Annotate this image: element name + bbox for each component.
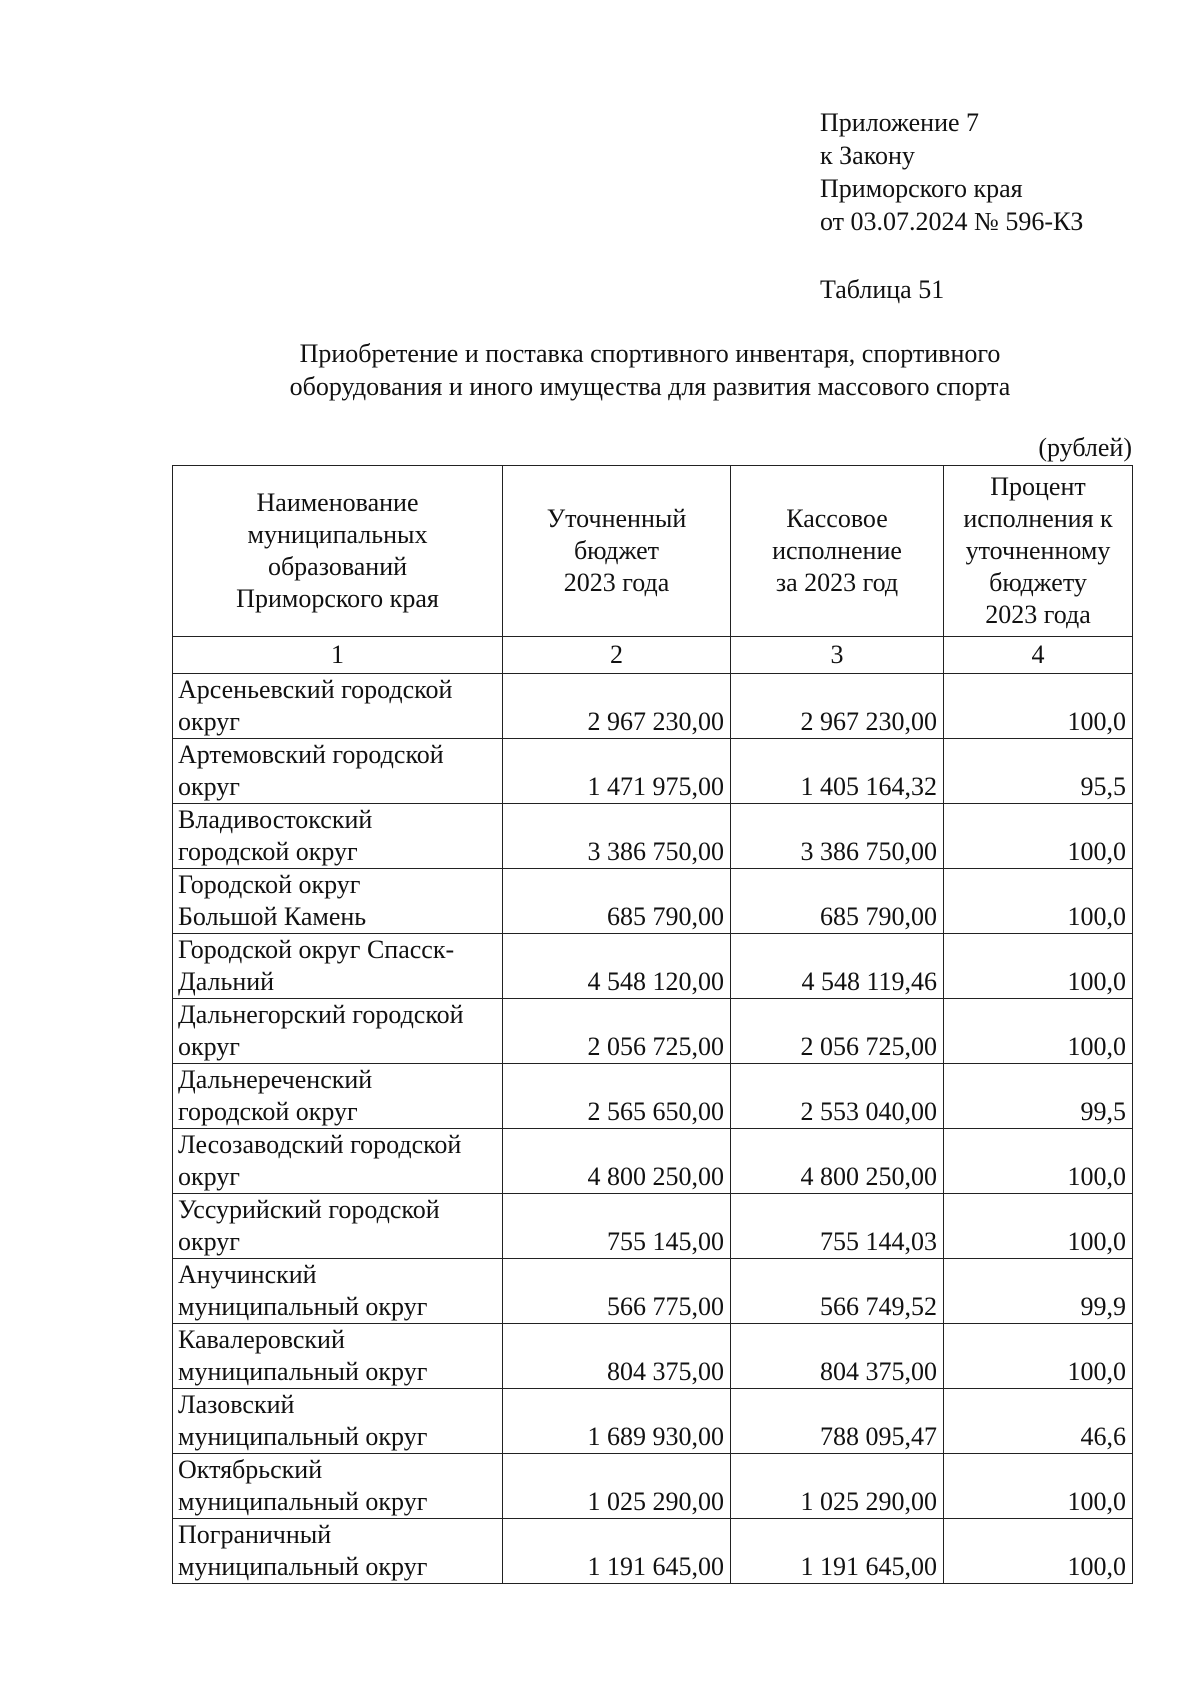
column-number: 2: [503, 637, 731, 674]
municipality-name-line: Арсеньевский городской: [178, 675, 453, 704]
municipality-name-line: округ: [178, 1032, 240, 1061]
column-header-line: Уточненный: [546, 504, 687, 533]
table-number: Таблица 51: [820, 275, 945, 304]
cash-execution-value: 1 025 290,00: [731, 1454, 944, 1519]
units-label: (рублей): [1038, 433, 1132, 462]
refined-budget-value: 4 548 120,00: [503, 934, 731, 999]
refined-budget-value: 566 775,00: [503, 1259, 731, 1324]
column-header-line: исполнение: [772, 536, 902, 565]
municipality-name: [173, 739, 503, 804]
refined-budget-value: 755 145,00: [503, 1194, 731, 1259]
execution-percent-value: 99,9: [944, 1259, 1133, 1324]
cash-execution-value: 3 386 750,00: [731, 804, 944, 869]
execution-percent-value: 95,5: [944, 739, 1133, 804]
execution-percent-value: 99,5: [944, 1064, 1133, 1129]
column-header-line: Приморского края: [236, 584, 439, 613]
column-header-line: уточненному: [965, 536, 1111, 565]
cash-execution-value: 566 749,52: [731, 1259, 944, 1324]
municipality-name-line: Анучинский: [178, 1260, 317, 1289]
refined-budget-value: 685 790,00: [503, 869, 731, 934]
municipality-name-line: муниципальный округ: [178, 1552, 428, 1581]
cash-execution-value: 1 405 164,32: [731, 739, 944, 804]
refined-budget-value: 1 471 975,00: [503, 739, 731, 804]
municipality-name: [173, 1454, 503, 1519]
municipality-name: [173, 1389, 503, 1454]
table-row: [173, 1194, 1133, 1259]
table-row: [173, 934, 1133, 999]
attachment-line: Приложение 7: [820, 108, 980, 137]
column-number: 4: [944, 637, 1133, 674]
title-line: Приобретение и поставка спортивного инвентаря, спортивного: [299, 339, 1001, 368]
column-header-budget: [503, 466, 731, 637]
municipality-name: [173, 1259, 503, 1324]
municipality-name-line: Уссурийский городской: [178, 1195, 440, 1224]
municipality-name: [173, 999, 503, 1064]
municipality-name-line: городской округ: [178, 837, 358, 866]
attachment-line: от 03.07.2024 № 596-КЗ: [820, 207, 1084, 236]
column-header-line: за 2023 год: [775, 568, 899, 597]
municipality-name-line: Большой Камень: [178, 902, 367, 931]
cash-execution-value: 2 056 725,00: [731, 999, 944, 1064]
municipality-name-line: округ: [178, 1162, 240, 1191]
attachment-line: Приморского края: [820, 174, 1023, 203]
table-header-row: [173, 466, 1133, 637]
municipality-name-line: Лесозаводский городской: [178, 1130, 462, 1159]
municipality-name-line: округ: [178, 707, 240, 736]
cash-execution-value: 2 553 040,00: [731, 1064, 944, 1129]
column-header-municipality: [173, 466, 503, 637]
municipality-name-line: муниципальный округ: [178, 1357, 428, 1386]
table-row: [173, 1454, 1133, 1519]
column-header-line: бюджету: [989, 568, 1087, 597]
column-number: 1: [173, 637, 503, 674]
refined-budget-value: 2 565 650,00: [503, 1064, 731, 1129]
budget-table: [172, 465, 1133, 1584]
column-header-execution: [731, 466, 944, 637]
refined-budget-value: 4 800 250,00: [503, 1129, 731, 1194]
municipality-name: [173, 1194, 503, 1259]
table-row: [173, 1519, 1133, 1584]
attachment-reference: [820, 106, 1083, 238]
column-numbers-row: [173, 637, 1133, 674]
column-header-line: Кассовое: [786, 504, 888, 533]
execution-percent-value: 100,0: [944, 869, 1133, 934]
municipality-name-line: муниципальный округ: [178, 1422, 428, 1451]
municipality-name-line: Кавалеровский: [178, 1325, 345, 1354]
municipality-name-line: Пограничный: [178, 1520, 332, 1549]
municipality-name-line: Владивостокский: [178, 805, 373, 834]
cash-execution-value: 1 191 645,00: [731, 1519, 944, 1584]
document-title: [170, 337, 1130, 403]
municipality-name-line: Октябрьский: [178, 1455, 323, 1484]
column-header-line: образований: [267, 552, 408, 581]
table-row: [173, 804, 1133, 869]
cash-execution-value: 788 095,47: [731, 1389, 944, 1454]
municipality-name-line: городской округ: [178, 1097, 358, 1126]
table-row: [173, 1259, 1133, 1324]
column-header-percent: [944, 466, 1133, 637]
refined-budget-value: 2 967 230,00: [503, 674, 731, 739]
refined-budget-value: 1 689 930,00: [503, 1389, 731, 1454]
cash-execution-value: 2 967 230,00: [731, 674, 944, 739]
refined-budget-value: 3 386 750,00: [503, 804, 731, 869]
cash-execution-value: 755 144,03: [731, 1194, 944, 1259]
table-row: [173, 674, 1133, 739]
municipality-name-line: Городской округ Спасск-: [178, 935, 455, 964]
execution-percent-value: 46,6: [944, 1389, 1133, 1454]
column-header-line: бюджет: [573, 536, 660, 565]
column-header-line: исполнения к: [963, 504, 1113, 533]
municipality-name-line: Дальнереченский: [178, 1065, 373, 1094]
municipality-name-line: округ: [178, 1227, 240, 1256]
municipality-name: [173, 804, 503, 869]
refined-budget-value: 804 375,00: [503, 1324, 731, 1389]
refined-budget-value: 2 056 725,00: [503, 999, 731, 1064]
column-header-line: 2023 года: [563, 568, 670, 597]
cash-execution-value: 4 800 250,00: [731, 1129, 944, 1194]
municipality-name-line: Лазовский: [178, 1390, 295, 1419]
execution-percent-value: 100,0: [944, 934, 1133, 999]
cash-execution-value: 685 790,00: [731, 869, 944, 934]
municipality-name-line: Дальний: [178, 967, 275, 996]
title-line: оборудования и иного имущества для развития массового спорта: [289, 372, 1011, 401]
execution-percent-value: 100,0: [944, 1324, 1133, 1389]
refined-budget-value: 1 025 290,00: [503, 1454, 731, 1519]
execution-percent-value: 100,0: [944, 804, 1133, 869]
table-row: [173, 1324, 1133, 1389]
municipality-name: [173, 869, 503, 934]
table-row: [173, 869, 1133, 934]
attachment-line: к Закону: [820, 141, 915, 170]
table-row: [173, 739, 1133, 804]
column-number: 3: [731, 637, 944, 674]
municipality-name: [173, 1129, 503, 1194]
execution-percent-value: 100,0: [944, 1519, 1133, 1584]
cash-execution-value: 4 548 119,46: [731, 934, 944, 999]
table-row: [173, 1389, 1133, 1454]
municipality-name: [173, 1064, 503, 1129]
municipality-name-line: муниципальный округ: [178, 1487, 428, 1516]
municipality-name-line: округ: [178, 772, 240, 801]
municipality-name: [173, 1519, 503, 1584]
cash-execution-value: 804 375,00: [731, 1324, 944, 1389]
municipality-name-line: Городской округ: [178, 870, 361, 899]
municipality-name-line: Дальнегорский городской: [178, 1000, 464, 1029]
column-header-line: Процент: [990, 472, 1086, 501]
table-row: [173, 1129, 1133, 1194]
table-row: [173, 999, 1133, 1064]
execution-percent-value: 100,0: [944, 999, 1133, 1064]
municipality-name: [173, 674, 503, 739]
refined-budget-value: 1 191 645,00: [503, 1519, 731, 1584]
municipality-name: [173, 1324, 503, 1389]
municipality-name-line: муниципальный округ: [178, 1292, 428, 1321]
column-header-line: Наименование: [256, 488, 419, 517]
execution-percent-value: 100,0: [944, 1194, 1133, 1259]
execution-percent-value: 100,0: [944, 1454, 1133, 1519]
table-body: [173, 674, 1133, 1584]
column-header-line: 2023 года: [985, 600, 1091, 629]
table-row: [173, 1064, 1133, 1129]
column-header-line: муниципальных: [247, 520, 428, 549]
municipality-name: [173, 934, 503, 999]
municipality-name-line: Артемовский городской: [178, 740, 444, 769]
execution-percent-value: 100,0: [944, 674, 1133, 739]
execution-percent-value: 100,0: [944, 1129, 1133, 1194]
